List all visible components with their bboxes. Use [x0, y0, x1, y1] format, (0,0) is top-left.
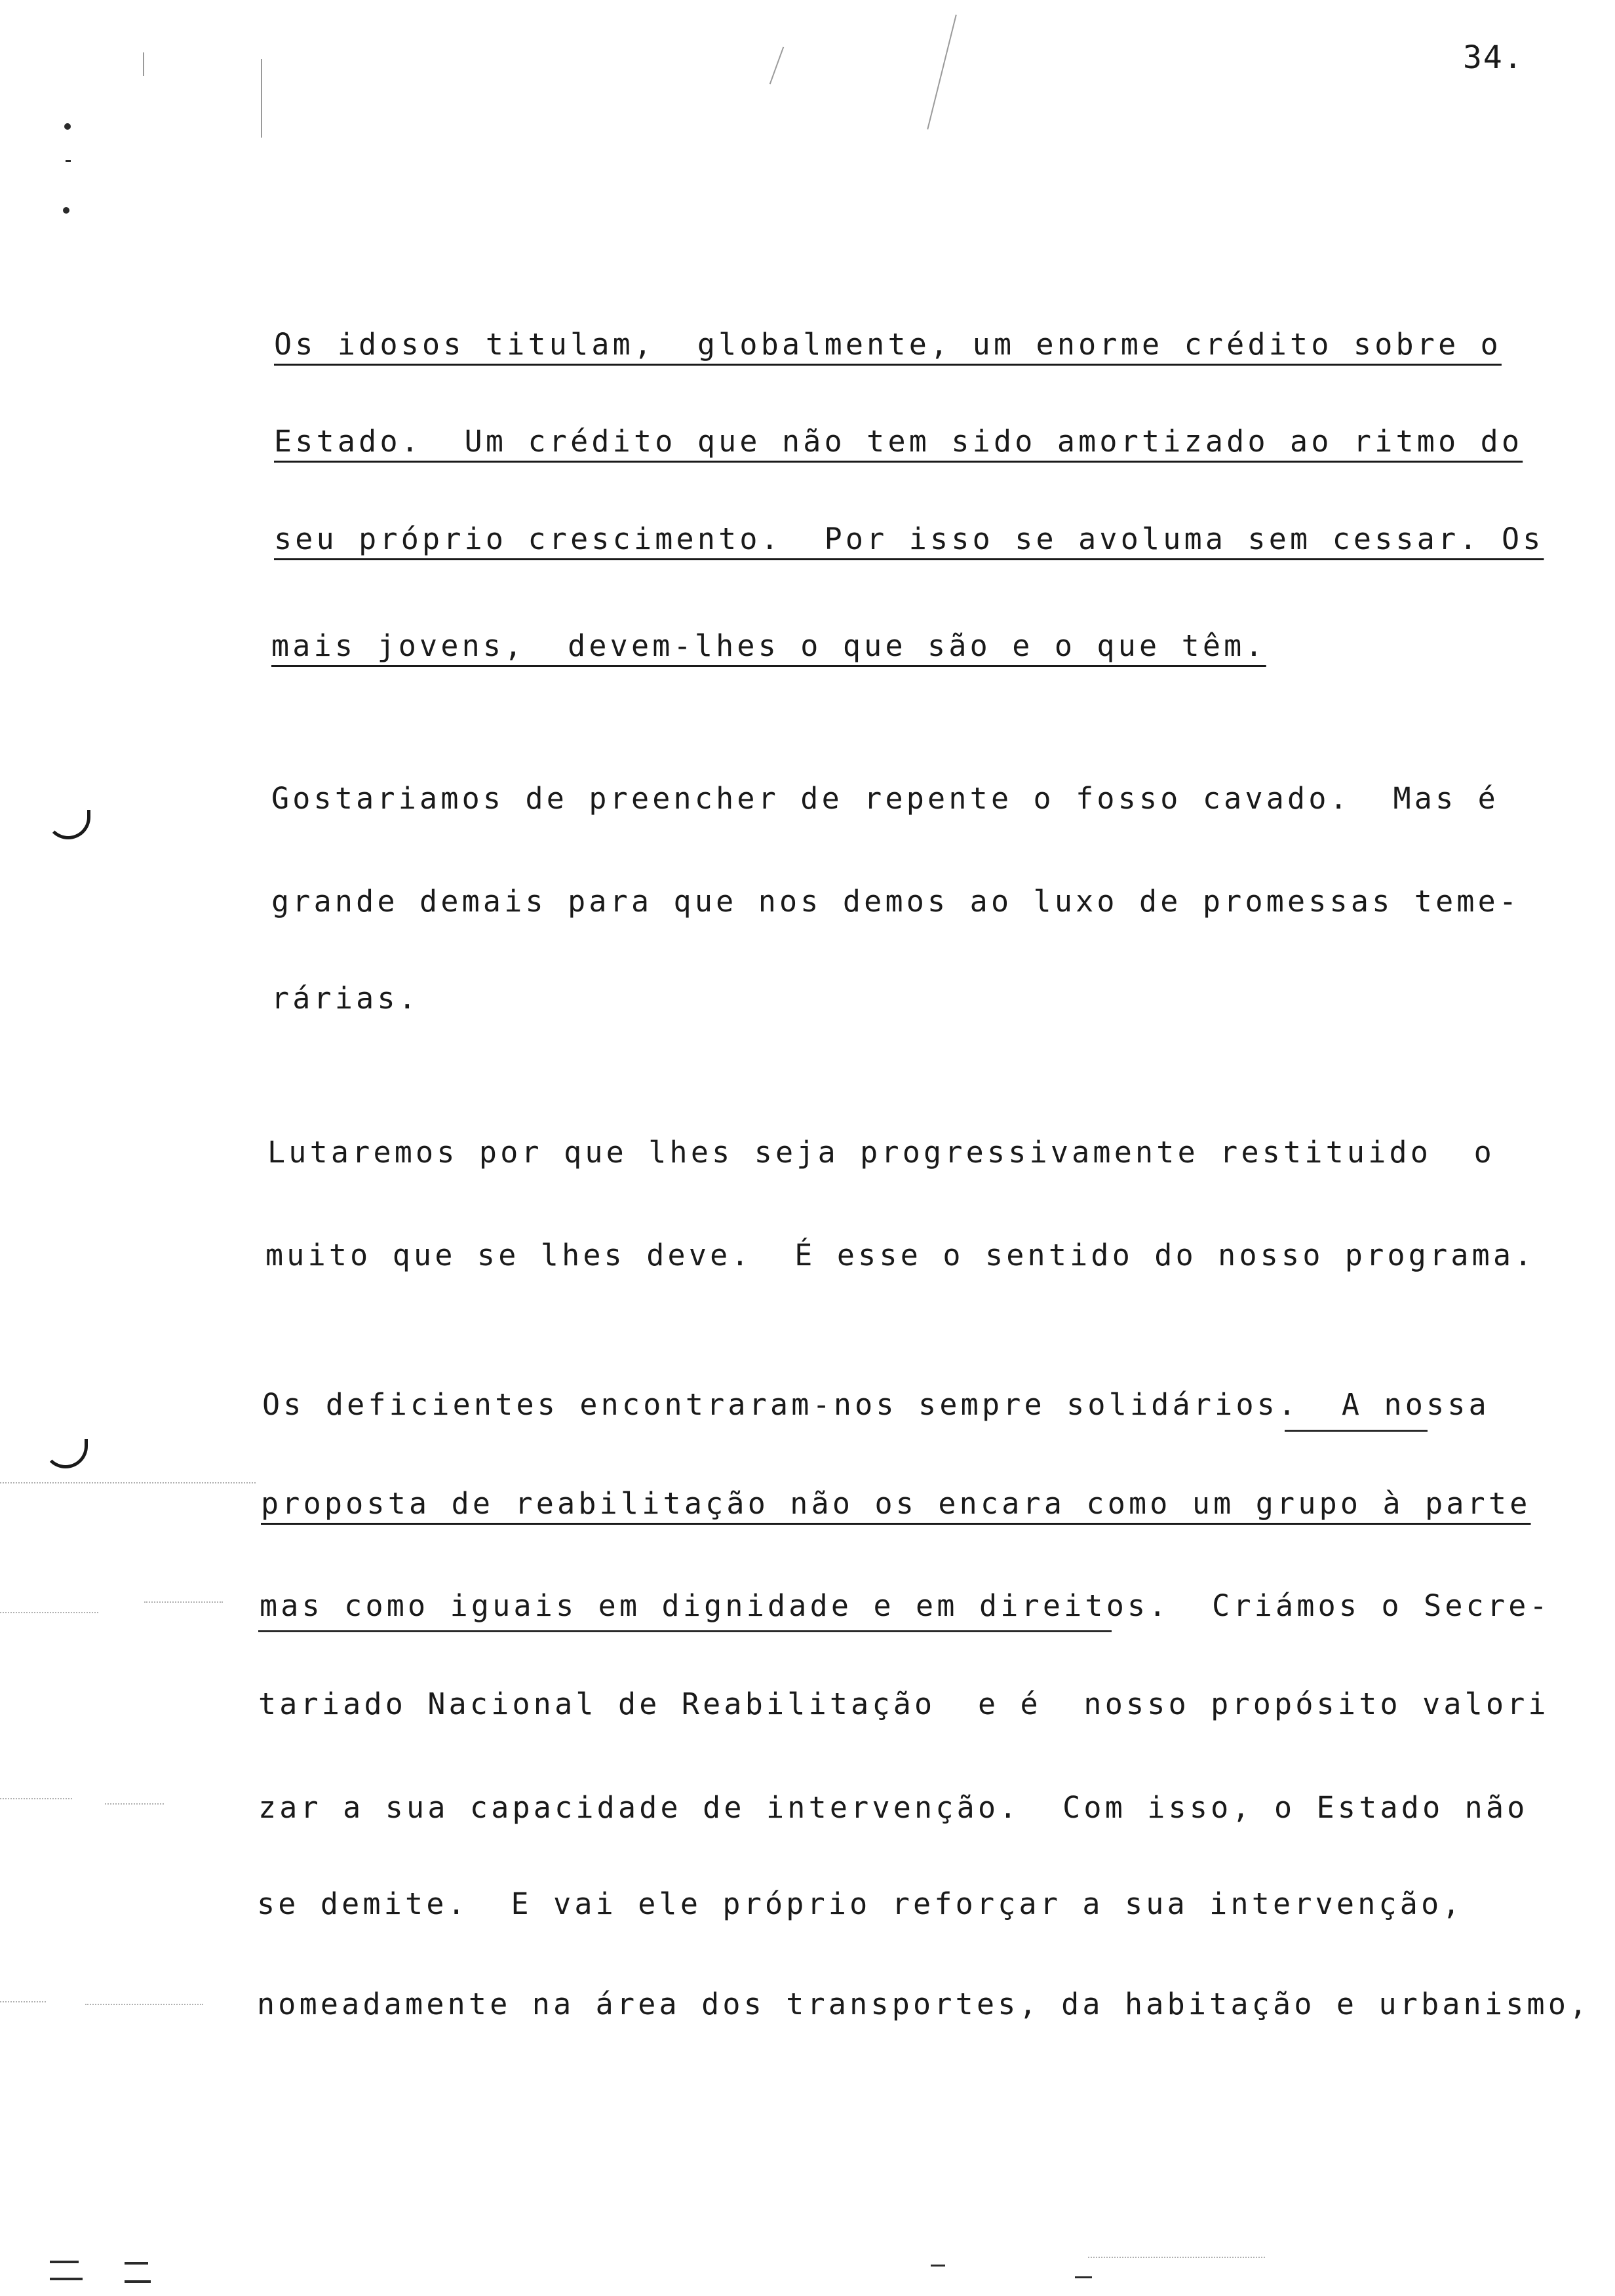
faint-stroke	[927, 14, 956, 129]
scan-noise	[0, 1612, 98, 1613]
scan-noise	[144, 1601, 223, 1603]
scan-noise	[0, 2001, 46, 2002]
speck-mark	[50, 2278, 83, 2280]
text-line: mais jovens, devem-lhes o que são e o que têm.	[271, 628, 1266, 663]
speck-mark	[50, 2261, 79, 2263]
text-line: muito que se lhes deve. É esse o sentido do nosso programa.	[265, 1238, 1536, 1272]
text-line: proposta de reabilitação não os encara como um grupo à parte	[261, 1486, 1531, 1521]
underline-mark	[258, 1630, 1112, 1632]
text-line: rárias.	[271, 981, 420, 1016]
scan-noise	[1088, 2257, 1265, 2258]
text-line: se demite. E vai ele próprio reforçar a sua intervenção,	[257, 1886, 1464, 1921]
text-line: Lutaremos por que lhes seja progressivamente restituido o	[267, 1135, 1495, 1170]
binder-hole-mark	[43, 1439, 88, 1468]
text-line: Estado. Um crédito que não tem sido amortizado ao ritmo do	[274, 424, 1523, 459]
speck-mark	[125, 2280, 151, 2283]
text-line: zar a sua capacidade de intervenção. Com isso, o Estado não	[258, 1790, 1528, 1825]
faint-stroke	[261, 59, 262, 138]
scan-noise	[0, 1482, 256, 1483]
speck-mark	[931, 2265, 945, 2267]
text-line: mas como iguais em dignidade e em direitos. Criámos o Secre-	[260, 1588, 1551, 1623]
text-line: grande demais para que nos demos ao luxo de promessas teme-	[271, 884, 1521, 919]
speck-mark	[125, 2262, 148, 2265]
speck-mark	[1075, 2276, 1092, 2278]
scan-noise	[105, 1803, 164, 1805]
underline-mark	[1285, 1430, 1428, 1432]
speck-mark	[63, 207, 69, 214]
speck-mark	[64, 123, 71, 130]
faint-stroke	[769, 47, 784, 84]
scan-noise	[85, 2004, 203, 2005]
scan-noise	[0, 1798, 72, 1799]
faint-stroke	[143, 52, 144, 76]
text-line: Gostariamos de preencher de repente o fosso cavado. Mas é	[271, 781, 1499, 816]
binder-hole-mark	[46, 810, 90, 839]
page-number: 34.	[1463, 39, 1524, 76]
text-line: tariado Nacional de Reabilitação e é nosso propósito valori	[258, 1687, 1549, 1721]
text-line: seu próprio crescimento. Por isso se avoluma sem cessar. Os	[274, 522, 1544, 556]
text-line: Os deficientes encontraram-nos sempre solidários. A nossa	[262, 1387, 1490, 1422]
text-line: Os idosos titulam, globalmente, um enorme crédito sobre o	[274, 327, 1502, 362]
text-line: nomeadamente na área dos transportes, da habitação e urbanismo,	[257, 1987, 1591, 2021]
speck-mark	[66, 160, 71, 162]
